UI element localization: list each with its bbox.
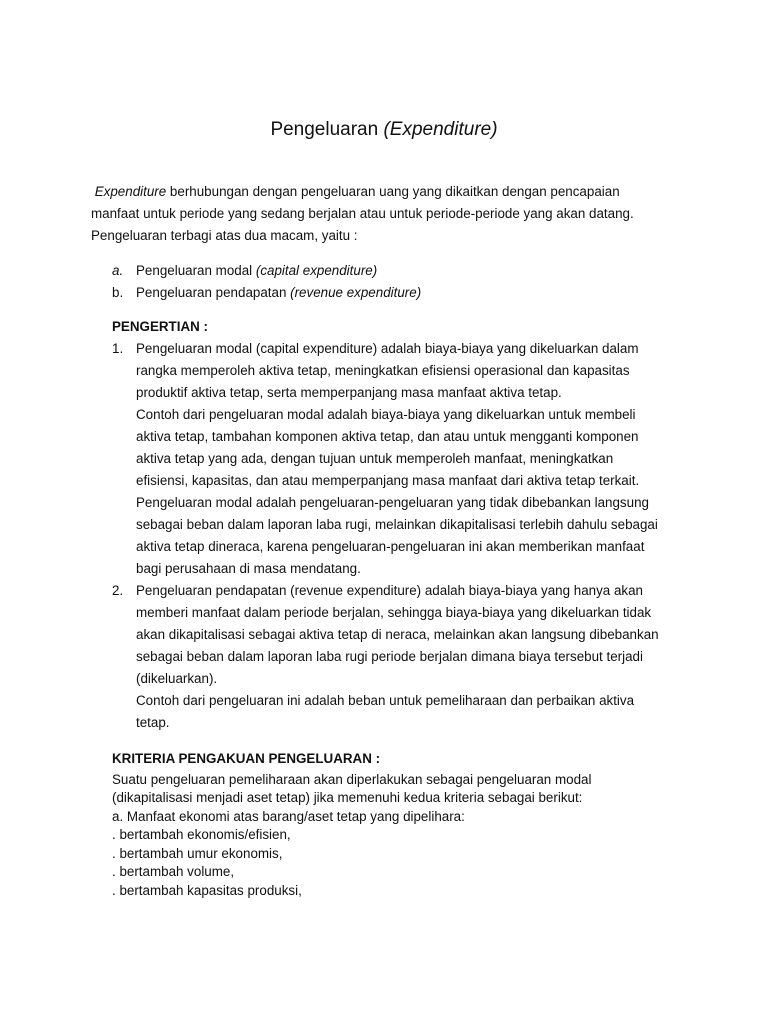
item-line: aktiva tetap, tambahan komponen aktiva tetap, dan atau untuk mengganti komponen [136,429,639,444]
kriteria-line: a. Manfaat ekonomi atas barang/aset tetap yang dipelihara: [112,808,465,824]
list-item [112,282,692,304]
item-line: efisiensi, kapasitas, dan atau memperpanjang masa manfaat dari aktiva tetap terkait. [136,473,640,488]
item-number: 1. [112,341,124,356]
item-line: tetap. [136,715,170,730]
type-italic: (capital expenditure) [255,263,378,278]
item-line: bagi perusahaan di masa mendatang. [136,561,361,576]
kriteria-line: . bertambah ekonomis/efisien, [112,827,291,842]
type-label: Pengeluaran pendapatan [136,285,291,300]
item-line: Pengeluaran modal adalah pengeluaran-pengeluaran yang tidak dibebankan langsung [136,495,649,510]
item-line: sebagai beban dalam laporan laba rugi, melainkan dikapitalisasi terlebih dahulu sebagai [136,517,658,532]
item-line: Contoh dari pengeluaran ini adalah beban untuk pemeliharaan dan perbaikan aktiva [136,693,635,708]
kriteria-line: Suatu pengeluaran pemeliharaan akan diperlakukan sebagai pengeluaran modal [112,771,592,787]
kriteria-line: . bertambah kapasitas produksi, [112,882,302,898]
item-line: rangka memperoleh aktiva tetap, meningkatkan efisiensi operasional dan kapasitas [136,363,630,378]
type-italic: (revenue expenditure) [290,285,422,300]
title-main: Pengeluaran [270,119,384,140]
expenditure-types-list [112,260,692,304]
list-item-text [136,282,421,304]
intro-line-2: manfaat untuk periode yang sedang berjalan atau untuk periode-periode yang akan datang. [91,206,634,221]
item-line: sebagai beban dalam laporan laba rugi periode berjalan dimana biaya tersebut terjadi [136,649,643,664]
kriteria-line: . bertambah umur ekonomis, [112,845,283,861]
intro-line-1-rest: berhubungan dengan pengeluaran uang yang dikaitkan dengan pencapaian [166,184,620,199]
intro-paragraph [91,181,691,247]
list-item [112,260,692,282]
item-number: 2. [112,583,124,598]
page-title [0,118,768,142]
pengertian-list [112,338,672,734]
kriteria-heading: KRITERIA PENGAKUAN PENGELUARAN : [112,751,381,766]
list-marker: b. [112,285,124,300]
item-line: Pengeluaran pendapatan (revenue expenditure) adalah biaya-biaya yang hanya akan [136,583,643,598]
kriteria-section [112,750,672,900]
pengertian-heading: PENGERTIAN : [112,319,208,334]
list-marker: a. [112,263,124,278]
item-line: memberi manfaat dalam periode berjalan, sehingga biaya-biaya yang dikeluarkan tidak [136,605,652,620]
item-line: (dikeluarkan). [136,671,218,686]
item-line: Pengeluaran modal (capital expenditure) adalah biaya-biaya yang dikeluarkan dalam [136,341,639,356]
kriteria-line: (dikapitalisasi menjadi aset tetap) jika memenuhi kedua kriteria sebagai berikut: [112,790,583,805]
intro-line-3: Pengeluaran terbagi atas dua macam, yaitu : [91,228,358,243]
pengertian-item-2 [112,580,672,734]
item-line: aktiva tetap dineraca, karena pengeluaran-pengeluaran ini akan memberikan manfaat [136,539,645,554]
intro-line-1 [91,181,691,203]
item-line: aktiva tetap yang ada, dengan tujuan untuk memperoleh manfaat, meningkatkan [136,451,614,466]
list-item-text [136,260,377,282]
kriteria-line: . bertambah volume, [112,864,235,879]
type-label: Pengeluaran modal [136,263,256,278]
item-line: Contoh dari pengeluaran modal adalah biaya-biaya yang dikeluarkan untuk membeli [136,407,636,422]
intro-italic-word: Expenditure [94,184,167,199]
title-italic: (Expenditure) [383,119,498,140]
item-line: produktif aktiva tetap, serta memperpanjang masa manfaat aktiva tetap. [136,385,562,400]
pengertian-item-1 [112,338,672,580]
item-line: akan dikapitalisasi sebagai aktiva tetap di neraca, melainkan akan langsung dibebankan [136,627,659,642]
